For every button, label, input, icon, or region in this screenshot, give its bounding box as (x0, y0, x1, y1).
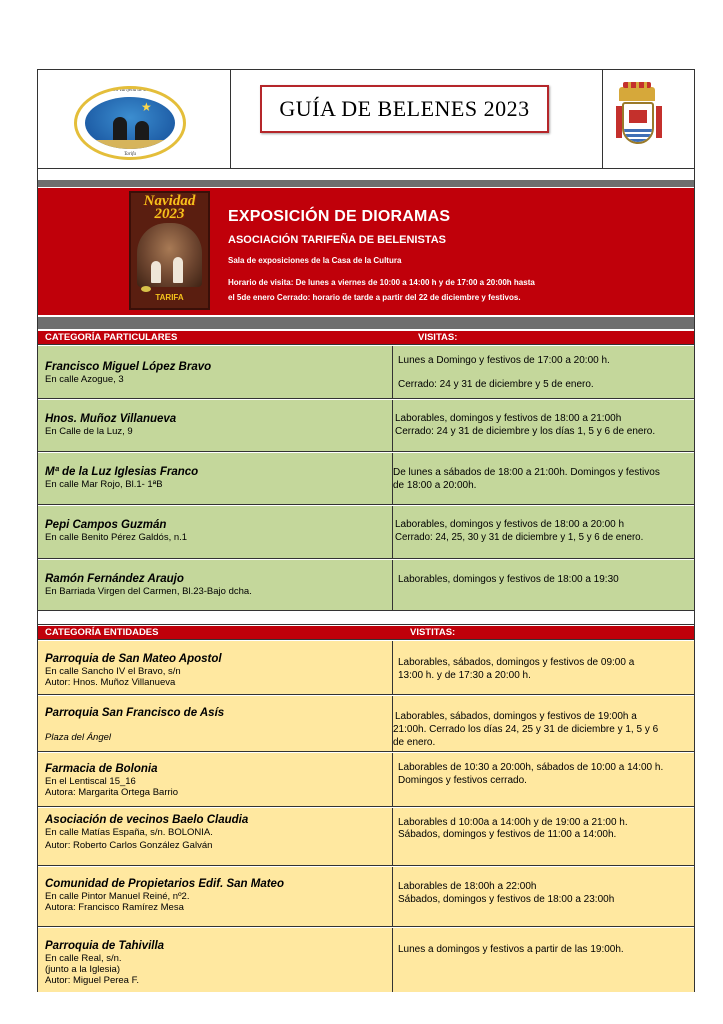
table-row (38, 400, 694, 452)
exhibitor-address: En calle Sancho IV el Bravo, s/n (45, 666, 181, 677)
exhibitor-name: Pepi Campos Guzmán (45, 519, 167, 531)
logo-text-top: Asociación Tarifeña de Belenistas (95, 88, 164, 93)
exhibitor-address: En calle Azogue, 3 (45, 374, 124, 385)
divider-bar (38, 180, 694, 187)
visit-hours-continued: 13:00 h. y de 17:30 a 20:00 h. (398, 670, 531, 681)
table-row (38, 753, 694, 807)
poster-brand: TARIFA (155, 293, 184, 302)
visit-hours-continued: de enero. (393, 737, 436, 748)
header-crest-cell (603, 70, 694, 169)
exhibitor-address: En Calle de la Luz, 9 (45, 426, 133, 437)
visit-hours: Laborables, sábados, domingos y festivos de 09:00 a (398, 657, 635, 668)
category-header-entidades (38, 626, 694, 640)
visit-closed: Domingos y festivos cerrado. (398, 775, 527, 786)
exhibitor-name: Parroquia de Tahivilla (45, 940, 165, 952)
visits-header: VISITAS: (418, 332, 458, 343)
logo-nativity-scene (85, 97, 175, 149)
exhibitor-address: En calle Matías España, s/n. BOLONIA. (45, 827, 213, 838)
table-row (38, 808, 694, 866)
page-title: GUÍA DE BELENES 2023 (260, 85, 549, 133)
exhibitor-address: En calle Benito Pérez Galdós, n.1 (45, 532, 188, 543)
visit-closed: Cerrado: 24 y 31 de diciembre y los días 1, 5 y 6 de enero. (395, 426, 656, 437)
exhibitor-name: Ramón Fernández Araujo (45, 573, 184, 585)
table-row (38, 560, 694, 611)
exhibitor-address: En calle Mar Rojo, Bl.1- 1ªB (45, 479, 163, 490)
visit-hours-weekend: Sábados, domingos y festivos de 18:00 a 23:00h (398, 894, 615, 905)
header-logo-cell (38, 70, 231, 169)
castle-icon (629, 110, 647, 123)
exhibitor-address: En calle Real, s/n. (45, 953, 122, 964)
visit-hours: Laborables de 10:30 a 20:00h, sábados de 10:00 a 14:00 h. (398, 762, 664, 773)
table-row (38, 453, 694, 505)
banner-title: EXPOSICIÓN DE DIORAMAS (228, 208, 451, 225)
banner-hours: Horario de visita: De lunes a viernes de 10:00 a 14:00 h y de 17:00 a 20:00h hasta (228, 278, 535, 287)
visit-hours: Laborables, domingos y festivos de 18:00 a 21:00h (395, 413, 622, 424)
exhibitor-address: En el Lentiscal 15_16 (45, 776, 136, 787)
visit-hours: De lunes a sábados de 18:00 a 21:00h. Domingos y festivos (393, 467, 660, 478)
table-row (38, 506, 694, 559)
guide-page (37, 69, 695, 992)
exhibitor-name: Farmacia de Bolonia (45, 763, 158, 775)
header (38, 70, 694, 169)
exhibitor-name: Parroquia de San Mateo Apostol (45, 653, 222, 665)
exhibitor-author: Autor: Roberto Carlos González Galván (45, 840, 213, 851)
diorama-image (137, 223, 202, 287)
banner-subtitle: ASOCIACIÓN TARIFEÑA DE BELENISTAS (228, 234, 446, 246)
visit-hours: Laborables d 10:00a a 14:00h y de 19:00 a 21:00 h. (398, 817, 628, 828)
table-row (38, 696, 694, 752)
visit-hours: Laborables de 18:00h a 22:00h (398, 881, 537, 892)
exhibitor-address-note: (junto a la Iglesia) (45, 964, 120, 975)
visit-hours: Laborables, domingos y festivos de 18:00 a 19:30 (398, 574, 619, 585)
coat-of-arms-icon (622, 102, 654, 144)
exhibition-banner (38, 188, 694, 315)
visit-closed: Cerrado: 24 y 31 de diciembre y 5 de enero. (398, 379, 594, 390)
divider-bar (38, 317, 694, 329)
table-row (38, 928, 694, 992)
banner-place: Sala de exposiciones de la Casa de la Cultura (228, 256, 402, 265)
visit-hours: Laborables, domingos y festivos de 18:00 a 20:00 h (395, 519, 625, 530)
table-row (38, 867, 694, 927)
logo-text-bottom: Tarifa (123, 152, 137, 157)
exhibitor-author: Autora: Margarita Ortega Barrio (45, 787, 179, 798)
belenistas-logo (74, 86, 186, 160)
visit-hours: Laborables, sábados, domingos y festivos de 19:00h a (395, 711, 637, 722)
header-title-cell (231, 70, 603, 169)
visit-hours-continued: 21:00h. Cerrado los días 24, 25 y 31 de diciembre y 1, 5 y 6 (393, 724, 659, 735)
visit-hours: Lunes a domingos y festivos a partir de las 19:00h. (398, 944, 624, 955)
christmas-poster (129, 191, 210, 310)
poster-title: Navidad 2023 (143, 193, 196, 222)
banner-hours-continued: el 5de enero Cerrado: horario de tarde a partir del 22 de diciembre y festivos. (228, 293, 521, 302)
exhibitor-address: En calle Pintor Manuel Reiné, nº2. (45, 891, 190, 902)
visit-hours: Lunes a Domingo y festivos de 17:00 a 20:00 h. (398, 355, 610, 366)
exhibitor-address: En Barriada Virgen del Carmen, Bl.23-Bajo dcha. (45, 586, 252, 597)
exhibitor-author: Autor: Miguel Perea F. (45, 975, 139, 986)
exhibitor-name: Francisco Miguel López Bravo (45, 361, 212, 373)
visits-header: VISTITAS: (410, 627, 456, 638)
exhibitor-name: Asociación de vecinos Baelo Claudia (45, 814, 249, 826)
visit-hours-continued: de 18:00 a 20:00h. (393, 480, 477, 491)
category-header-particulares (38, 331, 694, 345)
exhibitor-name: Parroquia San Francisco de Asís (45, 707, 225, 719)
exhibitor-name: Mª de la Luz Iglesias Franco (45, 466, 199, 478)
category-title: CATEGORÍA PARTICULARES (45, 332, 178, 343)
exhibitor-author: Autor: Hnos. Muñoz Villanueva (45, 677, 176, 688)
exhibitor-name: Hnos. Muñoz Villanueva (45, 413, 177, 425)
star-icon: ★ (141, 100, 152, 114)
category-title: CATEGORÍA ENTIDADES (45, 627, 159, 638)
exhibitor-author: Autora: Francisco Ramírez Mesa (45, 902, 184, 913)
table-row (38, 641, 694, 695)
crown-icon (619, 87, 655, 101)
exhibitor-address: Plaza del Ángel (45, 732, 112, 743)
exhibitor-name: Comunidad de Propietarios Edif. San Mateo (45, 878, 284, 890)
table-row (38, 346, 694, 399)
visit-hours-weekend: Sábados, domingos y festivos de 11:00 a 14:00h. (398, 829, 617, 840)
visit-closed: Cerrado: 24, 25, 30 y 31 de diciembre y 1, 5 y 6 de enero. (395, 532, 644, 543)
